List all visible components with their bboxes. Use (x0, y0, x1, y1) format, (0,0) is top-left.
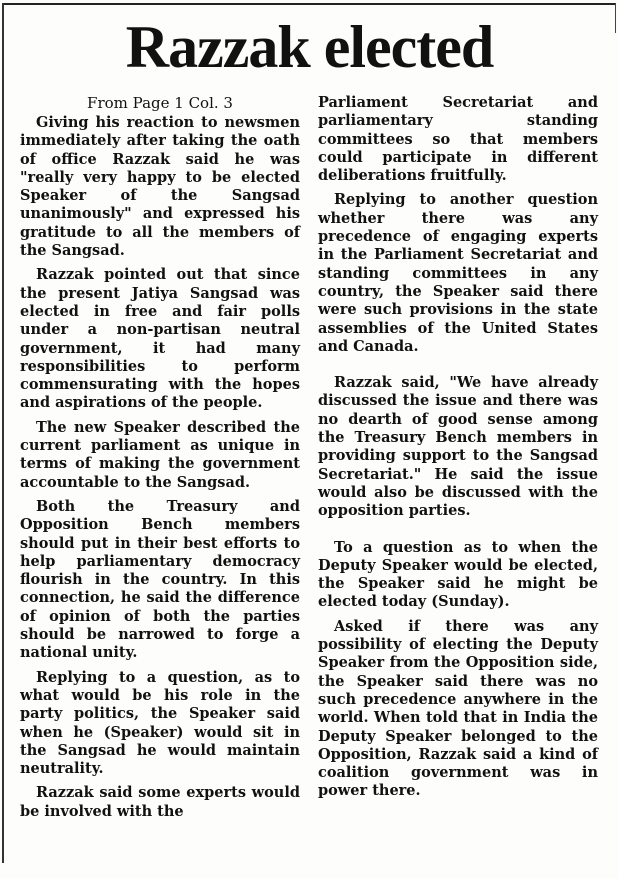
article-paragraph: The new Speaker described the current parliament as unique in terms of making the government accountable to the Sangsad. (20, 418, 300, 491)
frame-left-rule (2, 3, 4, 863)
article-paragraph: Both the Treasury and Opposition Bench members should put in their best efforts to help parliamentary democracy flourish in the country. In this connection, he said the difference of opinion of both the parties should be narrowed to forge a national unity. (20, 497, 300, 662)
article-paragraph: To a question as to when the Deputy Speaker would be elected, the Speaker said he might be elected today (Sunday). (318, 538, 598, 611)
article-paragraph: Replying to a question, as to what would be his role in the party politics, the Speaker said when he (Speaker) would sit in the Sangsad he would maintain neutrality. (20, 668, 300, 778)
article-paragraph: Replying to another question whether there was any precedence of engaging experts in the Parliament Secretariat and standing committees in any country, the Speaker said there were such provisions in the state assemblies of the United States and Canada. (318, 191, 598, 355)
article-paragraph: Asked if there was any possibility of electing the Deputy Speaker from the Opposition side, the Speaker said there was no such precedence anywhere in the world. When told that in India the Deputy Speaker belonged to the Opposition, Razzak said a kind of coalition government was in power there. (318, 617, 598, 800)
article-paragraph: Parliament Secretariat and parliamentary standing committees so that members could participate in different deliberations fruitfully. (318, 94, 598, 185)
article-paragraph: Razzak said, "We have already discussed the issue and there was no dearth of good sense among the Treasury Bench members in providing support to the Sangsad Secretariat." He said the issue would also be discussed with the opposition parties. (318, 374, 598, 520)
frame-top-rule (2, 3, 615, 5)
article-paragraph: Giving his reaction to newsmen immediately after taking the oath of office Razzak said he was "really very happy to be elected Speaker of the Sangsad unanimously" and expressed his gratitude to all the members of the Sangsad. (20, 114, 300, 260)
paragraph-gap (318, 362, 598, 374)
paragraph-gap (318, 527, 598, 539)
article-column-right (318, 94, 598, 807)
article-column-left (20, 94, 300, 827)
article-paragraph: Razzak pointed out that since the present Jatiya Sangsad was elected in free and fair polls under a non-partisan neutral government, it had many responsibilities to perform commensurating with the hopes and aspirations of the people. (20, 266, 300, 412)
dateline: From Page 1 Col. 3 (87, 94, 233, 112)
headline: Razzak elected (125, 14, 494, 80)
article-paragraph: Razzak said some experts would be involved with the (20, 784, 300, 820)
